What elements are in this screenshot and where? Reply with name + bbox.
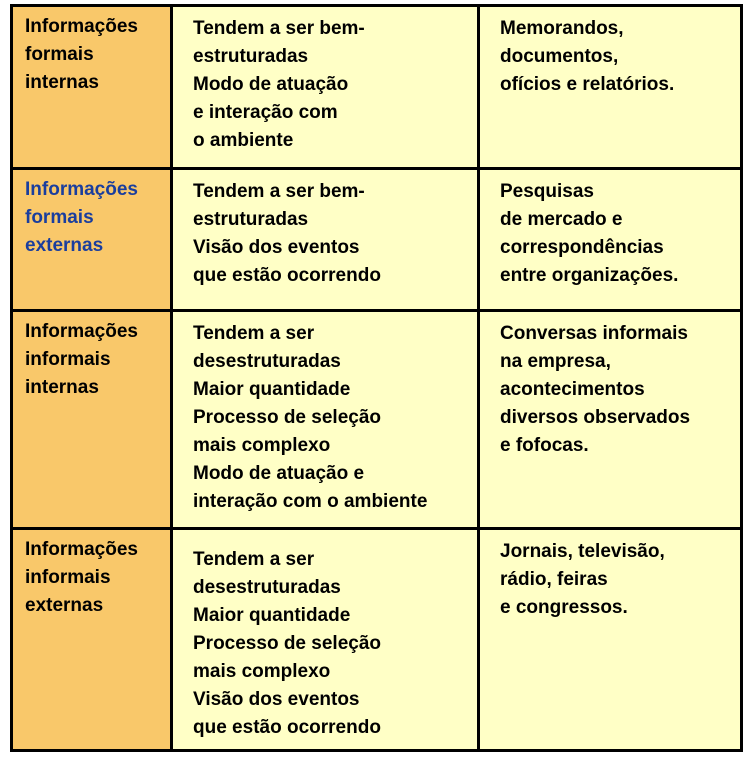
category-text-line: internas [25,72,99,93]
category-text-line: internas [25,377,99,398]
table-row-informais-externas [12,529,742,751]
table-row-informais-internas [12,311,742,529]
characteristic-line: Processo de seleção [193,633,381,654]
characteristic-line: Tendem a ser bem- [193,18,365,39]
category-text-line: informais [25,567,111,588]
information-types-table [10,4,743,752]
example-line: acontecimentos [500,379,645,400]
category-text-line: Informações [25,179,138,200]
characteristic-line: mais complexo [193,661,331,682]
characteristic-line: Processo de seleção [193,407,381,428]
examples-cell [479,6,742,169]
table-row-formais-externas [12,169,742,311]
category-text-line: Informações [25,16,138,37]
characteristic-line: mais complexo [193,435,331,456]
cell-top-spacer [193,538,473,546]
example-line: correspondências [500,237,664,258]
characteristic-line: Visão dos eventos [193,689,360,710]
characteristics-cell [172,529,479,751]
characteristic-line: Modo de atuação e [193,463,365,484]
example-line: documentos, [500,46,619,67]
characteristic-line: Maior quantidade [193,605,351,626]
characteristic-line: o ambiente [193,130,294,151]
category-text-line: Informações [25,321,138,342]
example-line: na empresa, [500,351,611,372]
example-line: Pesquisas [500,181,594,202]
example-line: diversos observados [500,407,691,428]
characteristic-line: que estão ocorrendo [193,717,381,738]
characteristics-cell [172,311,479,529]
example-line: e fofocas. [500,435,589,456]
characteristic-line: estruturadas [193,46,309,67]
category-cell [12,311,172,529]
characteristics-cell [172,6,479,169]
example-line: Conversas informais [500,323,688,344]
characteristic-line: estruturadas [193,209,309,230]
characteristic-line: Tendem a ser bem- [193,181,365,202]
category-text-line: informais [25,349,111,370]
examples-cell [479,169,742,311]
characteristic-line: desestruturadas [193,577,341,598]
characteristic-line: Maior quantidade [193,379,351,400]
characteristic-line: Tendem a ser [193,323,315,344]
example-line: ofícios e relatórios. [500,74,675,95]
example-line: entre organizações. [500,265,679,286]
category-text-line: formais [25,207,94,228]
characteristic-line: Tendem a ser [193,549,315,570]
category-text-line: externas [25,595,104,616]
characteristic-line: Visão dos eventos [193,237,360,258]
examples-cell [479,311,742,529]
characteristic-line: interação com o ambiente [193,491,428,512]
category-cell [12,6,172,169]
category-cell [12,529,172,751]
example-line: e congressos. [500,597,628,618]
characteristic-line: desestruturadas [193,351,341,372]
example-line: de mercado e [500,209,623,230]
characteristic-line: que estão ocorrendo [193,265,381,286]
characteristic-line: Modo de atuação [193,74,349,95]
example-line: Memorandos, [500,18,624,39]
category-text-line: formais [25,44,94,65]
category-text-line: externas [25,235,104,256]
category-text-line: Informações [25,539,138,560]
characteristic-line: e interação com [193,102,338,123]
example-line: rádio, feiras [500,569,608,590]
example-line: Jornais, televisão, [500,541,665,562]
examples-cell [479,529,742,751]
category-cell [12,169,172,311]
table-row-formais-internas [12,6,742,169]
characteristics-cell [172,169,479,311]
